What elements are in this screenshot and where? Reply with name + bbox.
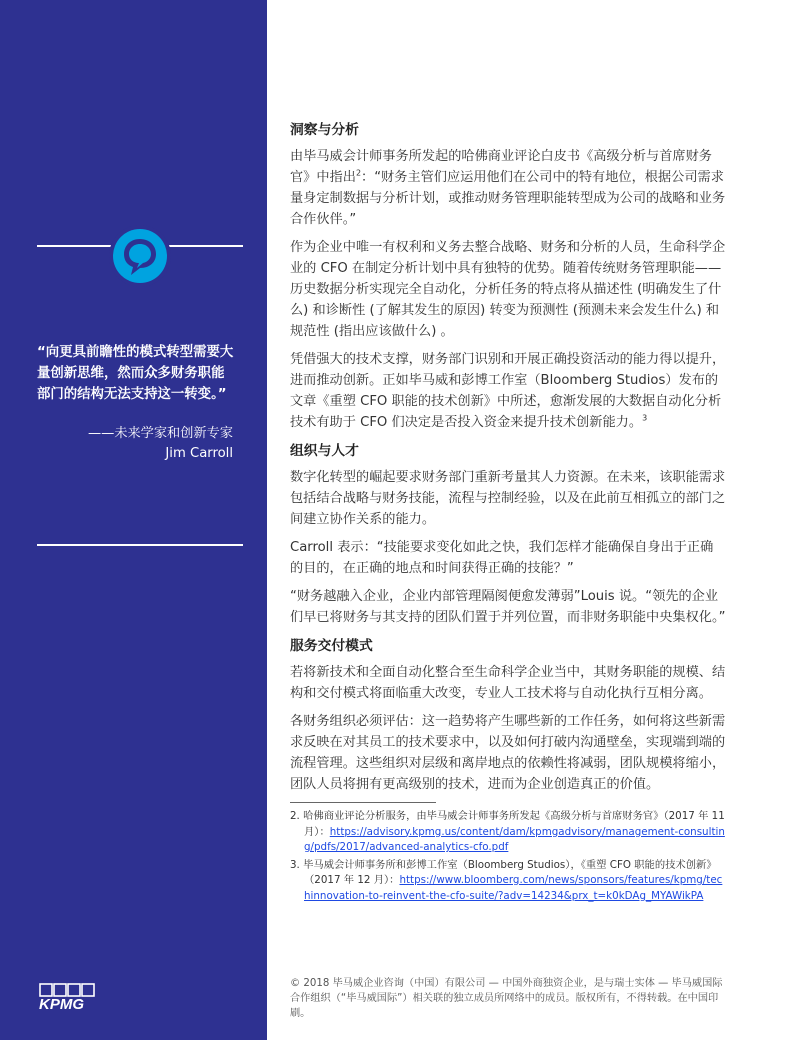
pull-quote: “向更具前瞻性的模式转型需要大量创新思维，然而众多财务职能部门的结构无法支持这一转变。”	[37, 345, 234, 402]
section-heading-insight: 洞察与分析	[290, 122, 359, 138]
footnote-2: 2. 哈佛商业评论分析服务，由毕马威会计师事务所发起《高级分析与首席财务官》（2017 年 11 月）：https://advisory.kpmg.us/content/dam/kpmgadvisory/management-consulting/pdfs/2017/advanced-analytics-cfo.pdf	[290, 810, 725, 853]
paragraph: “财务越融入企业，企业内部管理隔阂便愈发薄弱”Louis 说。“领先的企业们早已将财务与其支持的团队们置于并列位置，而非财务职能中央集权化。”	[290, 589, 726, 625]
kpmg-logo-text: KPMG	[39, 996, 84, 1012]
paragraph: 若将新技术和全面自动化整合至生命科学企业当中，其财务职能的规模、结构和交付模式将面临重大改变，专业人工技术将与自动化执行互相分离。	[290, 665, 726, 701]
footnote-link[interactable]: https://advisory.kpmg.us/content/dam/kpmgadvisory/management-consulting/pdfs/2017/advanced-analytics-cfo.pdf	[304, 825, 725, 853]
speech-bubble-icon	[109, 225, 171, 287]
paragraph: 各财务组织必须评估：这一趋势将产生哪些新的工作任务，如何将这些新需求反映在对其员工的技术要求中，以及如何打破内沟通壁垒，实现端到端的流程管理。这些组织对层级和离岸地点的依赖性将减弱，团队规模将缩小，团队人员将拥有更高级别的技术，进而为企业创造真正的价值。	[290, 714, 726, 792]
copyright-notice: © 2018 毕马威企业咨询（中国）有限公司 — 中国外商独资企业，是与瑞士实体 — 毕马威国际合作组织（“毕马威国际”）相关联的独立成员所网络中的成员。版权所有，不得转载。在中国印刷。	[290, 978, 723, 1019]
kpmg-logo	[38, 982, 100, 1012]
footnote-ref[interactable]: 3	[642, 413, 648, 423]
paragraph: 作为企业中唯一有权利和义务去整合战略、财务和分析的人员，生命科学企业的 CFO 在制定分析计划中具有独特的优势。随着传统财务管理职能——历史数据分析实现完全自动化，分析任务的特点将从描述性 (明确发生了什么) 和诊断性 (了解其发生的原因) 转变为预测性 (预测未来会发生什么) 和规范性 (指出应该做什么) 。	[290, 240, 726, 339]
footnote-ref[interactable]: 2	[355, 168, 362, 178]
attribution-title: ——未来学家和创新专家	[87, 426, 233, 441]
paragraph: Carroll 表示：“技能要求变化如此之快，我们怎样才能确保自身出于正确的目的，在正确的地点和时间获得正确的技能？”	[290, 540, 714, 576]
section-heading-org: 组织与人才	[290, 443, 359, 459]
footnote-link[interactable]: https://www.bloomberg.com/news/sponsors/features/kpmg/techinnovation-to-reinvent-the-cfo-suite/?adv=14234&prx_t=k0kDAg_MYAWikPA	[304, 874, 723, 902]
attribution-name: Jim Carroll	[165, 446, 233, 461]
footnote-divider	[290, 802, 436, 803]
main-content	[290, 112, 726, 906]
paragraph: 由毕马威会计师事务所发起的哈佛商业评论白皮书《高级分析与首席财务官》中指出$^2$：“财务主管们应运用他们在公司中的特有地位，根据公司需求量身定制数据与分析计划，或推动财务管理职能转型成为公司的战略和业务合作伙伴。”	[290, 149, 726, 227]
quote-attribution	[37, 424, 233, 464]
paragraph: 数字化转型的崛起要求财务部门重新考量其人力资源。在未来，该职能需求包括结合战略与财务技能，流程与控制经验，以及在此前互相孤立的部门之间建立协作关系的能力。	[290, 470, 726, 527]
sidebar	[0, 0, 267, 1040]
paragraph: 凭借强大的技术支撑，财务部门识别和开展正确投资活动的能力得以提升，进而推动创新。正如毕马威和彭博工作室（Bloomberg Studios）发布的文章《重塑 CFO 职能的技术创新》中所述，愈渐发展的大数据自动化分析技术有助于 CFO 们决定是否投入资金来提升技术创新能力。$^3$	[290, 352, 726, 430]
footnote-3: 3. 毕马威会计师事务所和彭博工作室（Bloomberg Studios），《重塑 CFO 职能的技术创新》（2017 年 12 月）：https://www.bloomberg.com/news/sponsors/features/kpmg/techinnovation-to-reinvent-the-cfo-suite/?adv=14234&prx_t=k0kDAg_MYAWikPA	[290, 858, 723, 902]
sidebar-rule-bottom	[37, 544, 243, 546]
section-heading-delivery: 服务交付模式	[290, 638, 373, 654]
